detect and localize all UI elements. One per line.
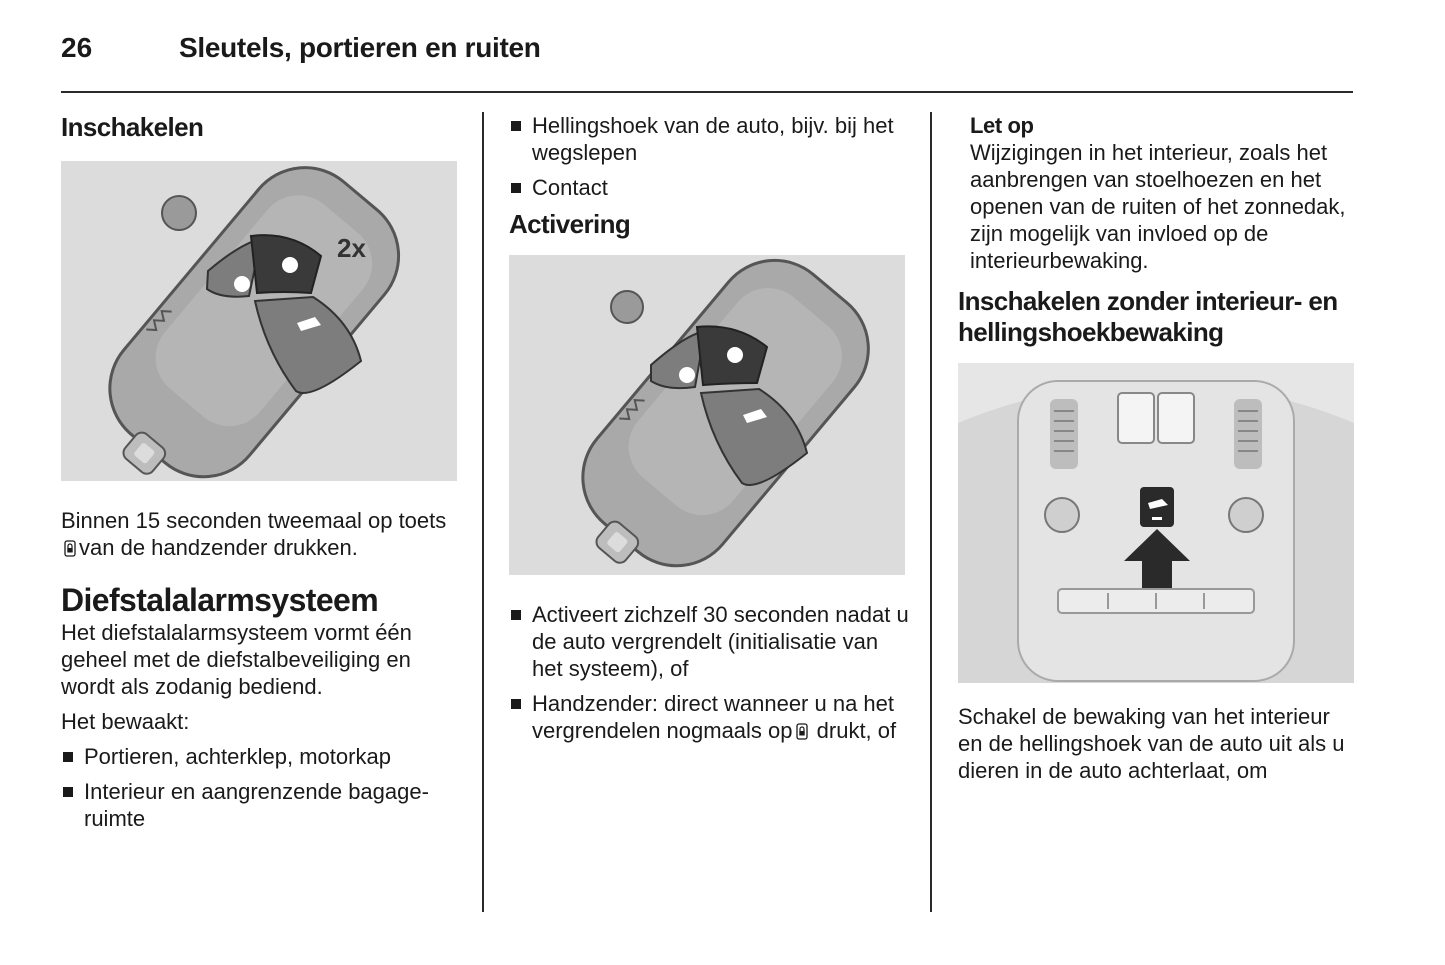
header-rule [61,91,1353,93]
list-item: Activeert zichzelf 30 seconden nadat u de auto vergrendelt (initialisatie van het systeem), of [509,601,909,682]
para-inschakelen: Binnen 15 seconden tweemaal op toetsvan de handzender drukken. [61,508,447,560]
key-fob-illustration [61,161,457,481]
roof-console-illustration [958,363,1354,683]
list-item: Contact [509,174,909,201]
activering-list [509,601,909,744]
note-box [958,112,1358,274]
page-title: Sleutels, portieren en ruiten [179,32,541,63]
section-heading-zonder-bewaking: Inschakelen zonder interieur- en hellingshoekbewaking [958,286,1338,347]
bewaakt-list-continued [509,112,909,201]
para-zonder-bewaking: Schakel de bewaking van het interieur en de hellingshoek van de auto uit als u dieren in de auto achterlaat, om [958,704,1345,783]
section-heading-diefstalalarmsysteem: Diefstalalarmsysteem [61,582,379,618]
list-item: Portieren, achterklep, motorkap [61,743,461,770]
para-bewaakt: Het bewaakt: [61,709,190,734]
column-1 [61,112,461,840]
para-diefstal-intro: Het diefstalalarmsysteem vormt één geheel met de diefstalbeveiliging en wordt als zodanig bediend. [61,620,412,699]
page-number: 26 [61,32,93,63]
key-fob-illustration [509,255,905,575]
note-text: Wijzigingen in het interieur, zoals het aanbrengen van stoelhoezen en het openen van de ruiten of het zonnedak, zijn mogelijk van invloed op de interieurbewaking. [970,140,1346,273]
section-heading-inschakelen: Inschakelen [61,112,204,142]
column-3 [958,112,1358,784]
key-fob-figure [61,161,457,481]
bewaakt-list [61,743,461,832]
note-title: Let op [970,113,1034,138]
key-fob-figure-activering [509,255,905,575]
roof-console-figure [958,363,1354,683]
lock-button-icon [796,723,808,740]
section-heading-activering: Activering [509,209,631,239]
page-header [61,26,541,70]
list-item: Handzender: direct wanneer u na het vergrendelen nogmaals op drukt, of [509,690,909,744]
press-count-label: 2x [337,233,366,263]
column-divider [482,112,484,912]
list-item: Hellingshoek van de auto, bijv. bij het wegslepen [509,112,909,166]
column-2 [509,112,909,752]
list-item: Interieur en aangrenzende bagageruimte [61,778,461,832]
lock-button-icon [64,540,76,557]
column-divider [930,112,932,912]
